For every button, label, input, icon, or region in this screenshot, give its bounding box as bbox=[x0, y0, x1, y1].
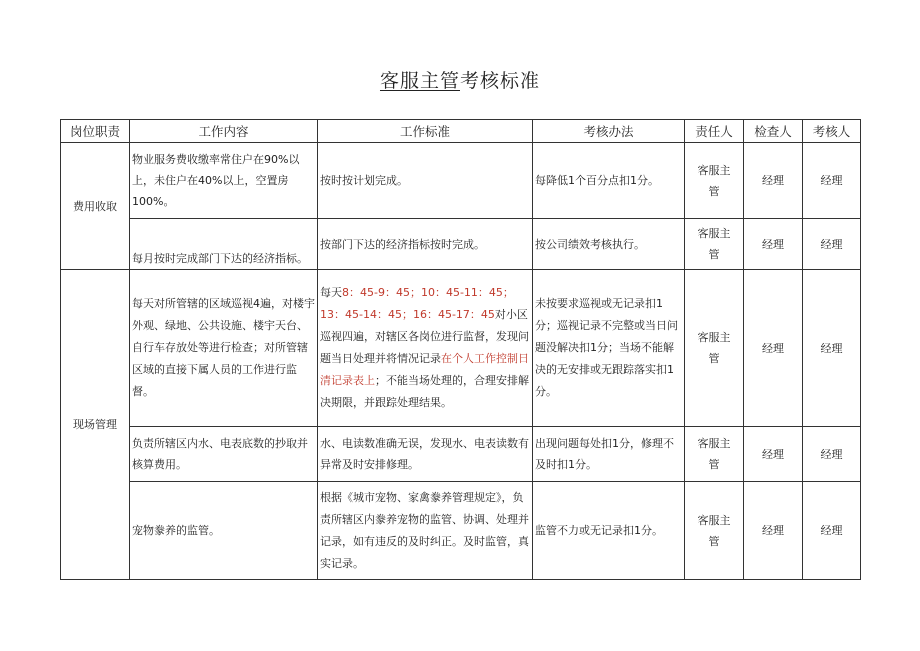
standard-mid: 对小区巡视四遍，对辖区各岗位进行监督，发现问题当日处理并将情况记录 bbox=[320, 308, 529, 365]
cell-responsible: 客服主管 bbox=[685, 270, 744, 427]
cell-standard: 按时按计划完成。 bbox=[318, 143, 533, 219]
standard-prefix: 每天 bbox=[320, 286, 342, 299]
cell-content: 宠物豢养的监管。 bbox=[130, 482, 318, 580]
cell-content: 负责所辖区内水、电表底数的抄取并核算费用。 bbox=[130, 427, 318, 482]
standard-suffix: ；不能当场处理的，合理安排解决期限，并跟踪处理结果。 bbox=[320, 374, 529, 409]
cell-content: 物业服务费收缴率常住户在90%以上，未住户在40%以上，空置房100%。 bbox=[130, 143, 318, 219]
cell-method: 监管不力或无记录扣1分。 bbox=[533, 482, 685, 580]
cell-content: 每天对所管辖的区域巡视4遍，对楼宇外观、绿地、公共设施、楼宇天台、自行车存放处等进行检查；对所管辖区域的直接下属人员的工作进行监督。 bbox=[130, 270, 318, 427]
assessment-table bbox=[60, 119, 861, 580]
header-method: 考核办法 bbox=[533, 120, 685, 143]
cell-assessor: 经理 bbox=[803, 482, 861, 580]
cell-standard: 按部门下达的经济指标按时完成。 bbox=[318, 219, 533, 270]
cell-checker: 经理 bbox=[744, 482, 803, 580]
cell-standard: 根据《城市宠物、家禽豢养管理规定》，负责所辖区内豢养宠物的监管、协调、处理并记录，如有违反的及时纠正。及时监管，真实记录。 bbox=[318, 482, 533, 580]
cell-responsible: 客服主管 bbox=[685, 482, 744, 580]
page-title bbox=[0, 66, 920, 93]
cell-assessor: 经理 bbox=[803, 143, 861, 219]
header-standard: 工作标准 bbox=[318, 120, 533, 143]
cell-checker: 经理 bbox=[744, 427, 803, 482]
title-underlined: 客服主管 bbox=[379, 70, 460, 92]
category-site-management: 现场管理 bbox=[61, 270, 130, 580]
cell-method: 按公司绩效考核执行。 bbox=[533, 219, 685, 270]
header-content: 工作内容 bbox=[130, 120, 318, 143]
cell-checker: 经理 bbox=[744, 219, 803, 270]
cell-checker: 经理 bbox=[744, 143, 803, 219]
title-rest: 考核标准 bbox=[460, 70, 541, 92]
cell-method: 未按要求巡视或无记录扣1分；巡视记录不完整或当日问题没解决扣1分；当场不能解决的无安排或无跟踪落实扣1分。 bbox=[533, 270, 685, 427]
cell-assessor: 经理 bbox=[803, 427, 861, 482]
cell-method: 出现问题每处扣1分，修理不及时扣1分。 bbox=[533, 427, 685, 482]
table-row bbox=[61, 482, 861, 580]
cell-responsible: 客服主管 bbox=[685, 427, 744, 482]
cell-checker: 经理 bbox=[744, 270, 803, 427]
cell-assessor: 经理 bbox=[803, 270, 861, 427]
header-checker: 检查人 bbox=[744, 120, 803, 143]
header-assessor: 考核人 bbox=[803, 120, 861, 143]
category-fee-collection: 费用收取 bbox=[61, 143, 130, 270]
table-row bbox=[61, 270, 861, 427]
cell-method: 每降低1个百分点扣1分。 bbox=[533, 143, 685, 219]
table-row bbox=[61, 143, 861, 219]
record-form-name: 在个人工作控制日清记录表上 bbox=[320, 352, 529, 387]
cell-standard: 水、电读数准确无误，发现水、电表读数有异常及时安排修理。 bbox=[318, 427, 533, 482]
header-duty: 岗位职责 bbox=[61, 120, 130, 143]
cell-responsible: 客服主管 bbox=[685, 219, 744, 270]
header-responsible: 责任人 bbox=[685, 120, 744, 143]
table-header-row bbox=[61, 120, 861, 143]
cell-assessor: 经理 bbox=[803, 219, 861, 270]
patrol-times: 8：45-9：45；10：45-11：45；13：45-14：45；16：45-17：45 bbox=[320, 286, 514, 321]
table-row bbox=[61, 219, 861, 270]
table-row bbox=[61, 427, 861, 482]
cell-content: 每月按时完成部门下达的经济指标。 bbox=[130, 219, 318, 270]
cell-standard bbox=[318, 270, 533, 427]
cell-responsible: 客服主管 bbox=[685, 143, 744, 219]
